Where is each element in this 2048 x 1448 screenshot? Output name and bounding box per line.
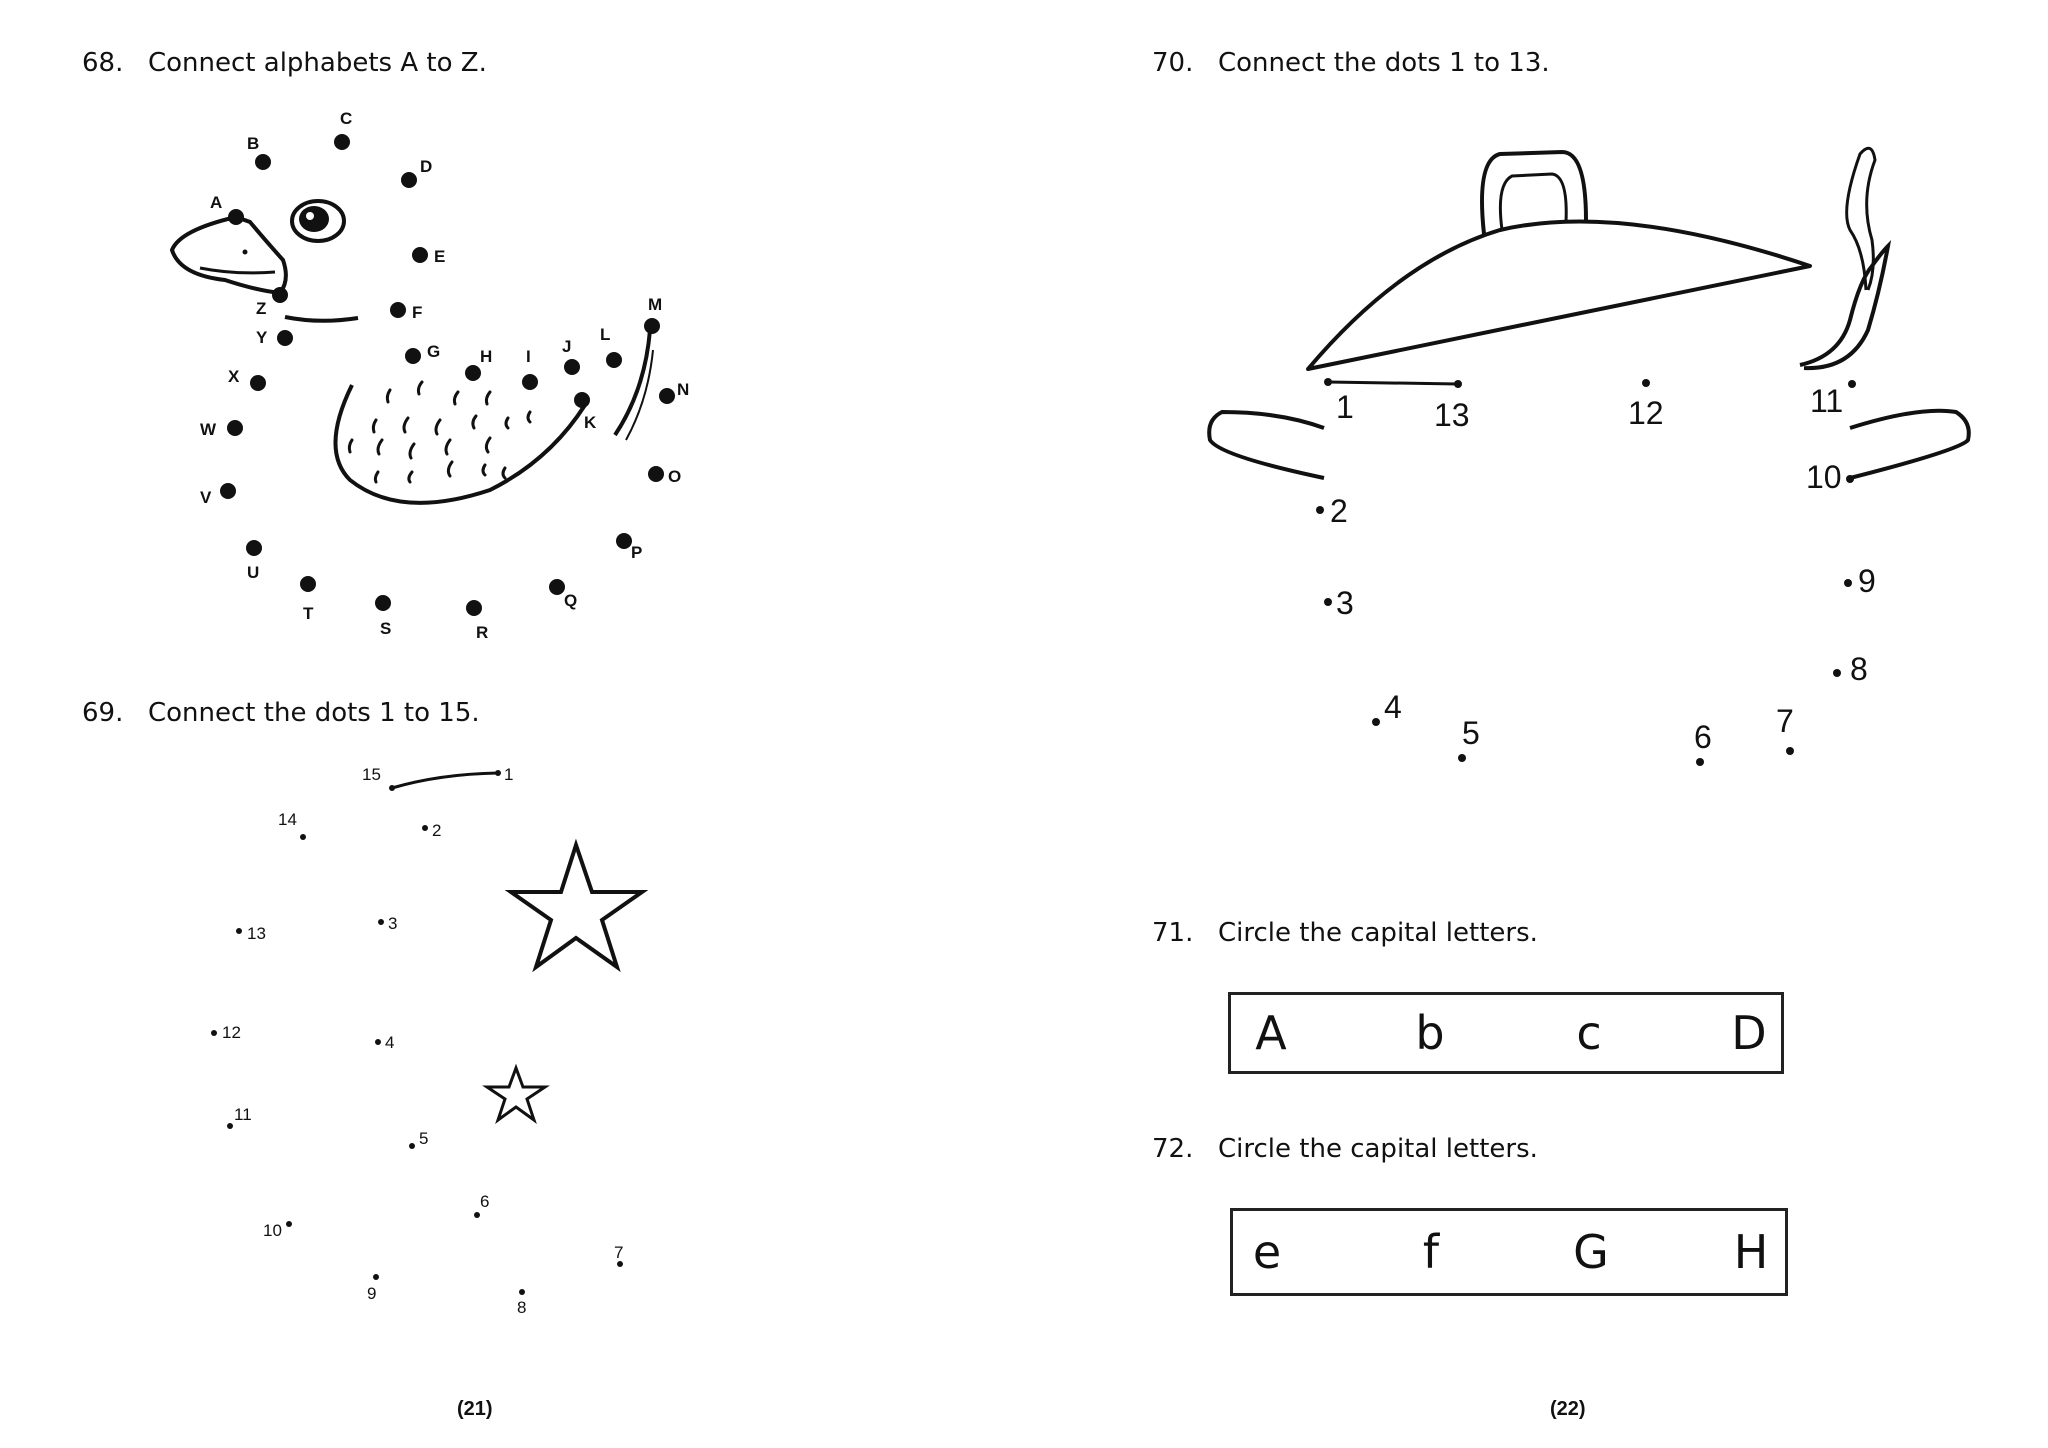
- label-g: G: [427, 342, 441, 361]
- dot-b: [255, 154, 271, 170]
- label-7: 7: [1776, 703, 1794, 739]
- label-w: W: [200, 420, 217, 439]
- label-11: 11: [234, 1105, 252, 1124]
- dot-k: [574, 392, 590, 408]
- label-7: 7: [614, 1243, 624, 1262]
- label-f: F: [412, 303, 423, 322]
- label-m: M: [648, 295, 663, 314]
- label-i: I: [526, 347, 531, 366]
- label-13: 13: [1434, 397, 1470, 433]
- question-number: 70.: [1152, 48, 1194, 78]
- label-14: 14: [278, 810, 297, 829]
- dot-j: [564, 359, 580, 375]
- label-a: A: [210, 193, 223, 212]
- label-4: 4: [1384, 689, 1402, 725]
- label-9: 9: [367, 1284, 377, 1303]
- duck-pupil: [299, 206, 329, 232]
- dot-p: [616, 533, 632, 549]
- dot-q: [549, 579, 565, 595]
- dot-l: [606, 352, 622, 368]
- dot-h: [465, 365, 481, 381]
- dot-c: [334, 134, 350, 150]
- label-15: 15: [362, 765, 381, 784]
- label-5: 5: [1462, 715, 1480, 751]
- steam: [1800, 246, 1888, 368]
- dot-r: [466, 600, 482, 616]
- label-o: O: [668, 467, 682, 486]
- letter-box-72: [1230, 1208, 1788, 1296]
- small-star-outline: [487, 1068, 545, 1120]
- dot-v: [220, 483, 236, 499]
- label-13: 13: [247, 924, 266, 943]
- label-9: 9: [1858, 563, 1876, 599]
- letter-option[interactable]: D: [1731, 1006, 1767, 1060]
- dot-w: [227, 420, 243, 436]
- label-d: D: [420, 157, 433, 176]
- question-69: [82, 698, 480, 728]
- dot-u: [246, 540, 262, 556]
- label-u: U: [247, 563, 260, 582]
- label-10: 10: [263, 1221, 282, 1240]
- letter-option[interactable]: G: [1573, 1225, 1609, 1279]
- label-p: P: [631, 543, 643, 562]
- letter-box-71: [1228, 992, 1784, 1074]
- label-8: 8: [1850, 651, 1868, 687]
- letter-option[interactable]: c: [1576, 1006, 1602, 1060]
- dot-i: [522, 374, 538, 390]
- label-z: Z: [256, 299, 267, 318]
- dot-s: [375, 595, 391, 611]
- dot-o: [648, 466, 664, 482]
- label-n: N: [677, 380, 690, 399]
- label-h: H: [480, 347, 493, 366]
- question-text: Circle the capital letters.: [1218, 1134, 1538, 1164]
- question-text: Connect the dots 1 to 13.: [1218, 48, 1550, 78]
- label-3: 3: [388, 914, 398, 933]
- duck-wing: [335, 385, 585, 503]
- dot-y: [277, 330, 293, 346]
- question-text: Circle the capital letters.: [1218, 918, 1538, 948]
- letter-option[interactable]: A: [1255, 1006, 1287, 1060]
- dot-n: [659, 388, 675, 404]
- label-8: 8: [517, 1298, 527, 1317]
- dot-m: [644, 318, 660, 334]
- label-b: B: [247, 134, 260, 153]
- dot-g: [405, 348, 421, 364]
- label-2: 2: [432, 821, 442, 840]
- label-l: L: [600, 325, 611, 344]
- label-1: 1: [504, 765, 514, 784]
- label-t: T: [303, 604, 314, 623]
- label-y: Y: [256, 328, 268, 347]
- pot-dot-to-dot: [1200, 140, 2020, 820]
- label-12: 12: [1628, 395, 1664, 431]
- label-q: Q: [564, 591, 578, 610]
- label-11: 11: [1810, 383, 1844, 419]
- page-number-right: (22): [1550, 1398, 1586, 1420]
- label-3: 3: [1336, 585, 1354, 621]
- dot-d: [401, 172, 417, 188]
- big-star-outline: [511, 845, 642, 967]
- duck-letter-labels: [200, 109, 689, 642]
- question-72: [1152, 1134, 1538, 1164]
- pot-number-labels: [1330, 383, 1876, 755]
- label-4: 4: [385, 1033, 395, 1052]
- label-s: S: [380, 619, 392, 638]
- dot-z: [272, 287, 288, 303]
- letter-option[interactable]: f: [1422, 1225, 1440, 1279]
- dot-f: [390, 302, 406, 318]
- label-1: 1: [1336, 389, 1354, 425]
- label-c: C: [340, 109, 353, 128]
- label-5: 5: [419, 1129, 429, 1148]
- question-number: 68.: [82, 48, 124, 78]
- label-v: V: [200, 488, 212, 507]
- left-handle: [1209, 412, 1324, 478]
- page-number-left: (21): [457, 1398, 493, 1420]
- label-12: 12: [222, 1023, 241, 1042]
- label-k: K: [584, 413, 597, 432]
- label-j: J: [562, 337, 572, 356]
- star-dot-to-dot: [200, 760, 720, 1360]
- star-dots: [211, 770, 623, 1295]
- question-number: 69.: [82, 698, 124, 728]
- letter-option[interactable]: e: [1252, 1225, 1282, 1279]
- label-6: 6: [1694, 719, 1712, 755]
- duck-dots: [220, 134, 675, 616]
- label-r: R: [476, 623, 489, 642]
- label-2: 2: [1330, 493, 1348, 529]
- question-68: [82, 48, 487, 78]
- letter-option[interactable]: H: [1733, 1225, 1769, 1279]
- label-6: 6: [480, 1192, 490, 1211]
- pot-lid: [1308, 221, 1810, 369]
- duck-dot-to-dot: [140, 100, 740, 660]
- question-text: Connect the dots 1 to 15.: [148, 698, 480, 728]
- dot-x: [250, 375, 266, 391]
- dot-t: [300, 576, 316, 592]
- wing-feathers: [349, 382, 530, 482]
- label-e: E: [434, 247, 446, 266]
- question-text: Connect alphabets A to Z.: [148, 48, 487, 78]
- right-handle: [1850, 411, 1969, 478]
- dot-e: [412, 247, 428, 263]
- question-70: [1152, 48, 1550, 78]
- question-number: 71.: [1152, 918, 1194, 948]
- label-x: X: [228, 367, 240, 386]
- label-10: 10: [1806, 459, 1842, 495]
- letter-option[interactable]: b: [1415, 1006, 1445, 1060]
- question-71: [1152, 918, 1538, 948]
- star-number-labels: [222, 765, 623, 1317]
- question-number: 72.: [1152, 1134, 1194, 1164]
- duck-beak: [172, 217, 286, 293]
- dot-a: [228, 209, 244, 225]
